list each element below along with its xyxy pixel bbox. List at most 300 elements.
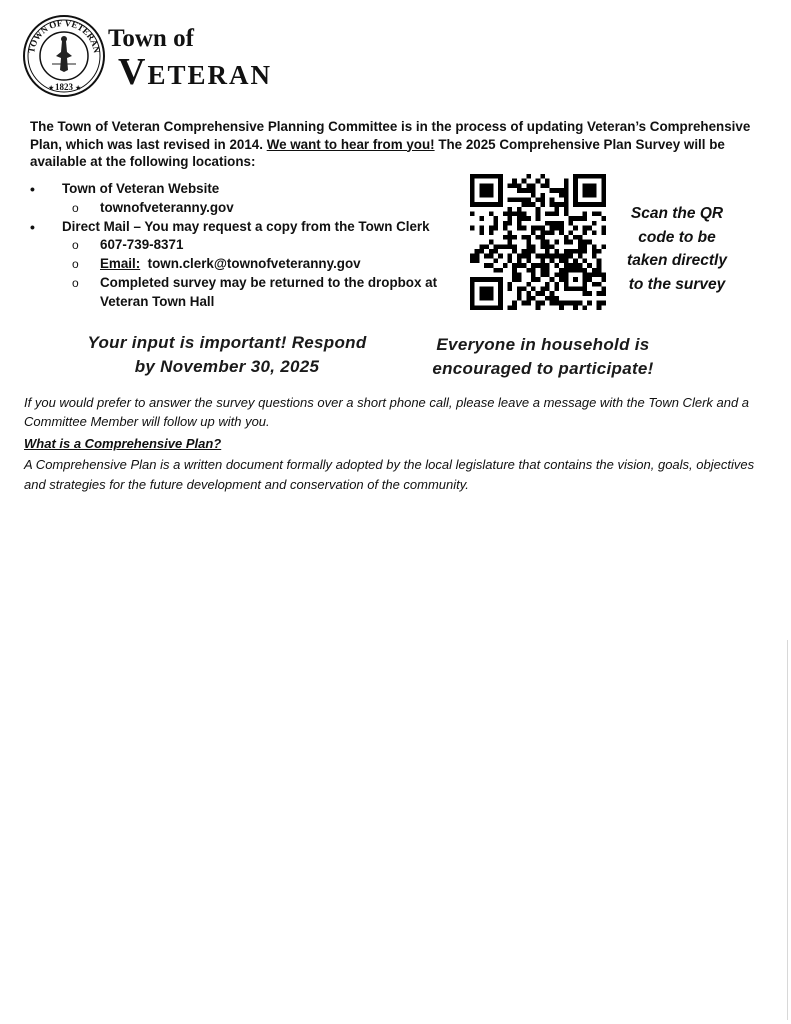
qr-module	[540, 226, 545, 231]
qr-module	[583, 202, 588, 207]
qr-module	[512, 277, 517, 282]
phone-call-note: If you would prefer to answer the survey questions over a short phone call, please leave a message with the Town Clerk and a Committee Member will follow up with you.	[24, 395, 750, 429]
qr-module	[479, 174, 484, 179]
qr-module	[479, 188, 484, 193]
qr-module	[489, 263, 494, 268]
qr-module	[573, 268, 578, 273]
qr-module	[531, 183, 536, 188]
qr-module	[550, 277, 555, 282]
qr-module	[489, 291, 494, 296]
qr-module	[479, 287, 484, 292]
qr-module	[592, 272, 597, 277]
qr-module	[470, 212, 475, 217]
qr-module	[479, 244, 484, 249]
qr-module	[489, 296, 494, 301]
qr-module	[512, 272, 517, 277]
qr-module	[568, 254, 573, 259]
qr-module	[512, 263, 517, 268]
qr-module	[564, 179, 569, 184]
qr-module	[526, 244, 531, 249]
qr-module	[522, 254, 527, 259]
qr-module	[526, 268, 531, 273]
qr-module	[601, 244, 606, 249]
qr-module	[522, 263, 527, 268]
qr-module	[526, 240, 531, 245]
qr-module	[531, 188, 536, 193]
qr-module	[587, 188, 592, 193]
qr-module	[583, 226, 588, 231]
qr-module	[554, 301, 559, 306]
qr-module	[583, 291, 588, 296]
qr-module	[489, 183, 494, 188]
qr-module	[554, 221, 559, 226]
qr-module	[540, 272, 545, 277]
qr-module	[568, 216, 573, 221]
qr-module	[592, 212, 597, 217]
qr-module	[587, 301, 592, 306]
qr-module	[493, 226, 498, 231]
qr-module	[498, 179, 503, 184]
qr-module	[522, 235, 527, 240]
qr-module	[583, 258, 588, 263]
qr-module	[517, 291, 522, 296]
qr-module	[559, 230, 564, 235]
qr-module	[484, 287, 489, 292]
qr-module	[564, 197, 569, 202]
qr-module	[583, 216, 588, 221]
qr-module	[592, 202, 597, 207]
qr-module	[545, 268, 550, 273]
qr-module	[526, 291, 531, 296]
qr-module	[540, 235, 545, 240]
qr-module	[573, 305, 578, 310]
qr-module	[559, 272, 564, 277]
qr-module	[489, 254, 494, 259]
sub-item-phone: o 607-739-8371	[72, 237, 184, 253]
qr-module	[545, 244, 550, 249]
qr-module	[568, 263, 573, 268]
qr-module	[550, 226, 555, 231]
qr-module	[583, 193, 588, 198]
qr-module	[568, 287, 573, 292]
qr-module	[564, 268, 569, 273]
qr-module	[587, 277, 592, 282]
qr-module	[536, 254, 541, 259]
qr-module	[536, 235, 541, 240]
qr-module	[597, 258, 602, 263]
qr-module	[522, 202, 527, 207]
qr-module	[578, 254, 583, 259]
qr-module	[470, 282, 475, 287]
qr-module	[601, 272, 606, 277]
qr-module	[484, 263, 489, 268]
qr-module	[583, 287, 588, 292]
qr-module	[484, 296, 489, 301]
qr-module	[489, 305, 494, 310]
qr-module	[526, 174, 531, 179]
qr-module	[554, 263, 559, 268]
respond-deadline-callout: Your input is important! Respond by November 30, 2025	[87, 333, 367, 376]
qr-module	[498, 282, 503, 287]
qr-module	[550, 212, 555, 217]
qr-module	[470, 277, 475, 282]
qr-module	[489, 212, 494, 217]
qr-module	[489, 193, 494, 198]
qr-module	[536, 291, 541, 296]
qr-module	[531, 272, 536, 277]
qr-module	[493, 268, 498, 273]
qr-module	[508, 235, 513, 240]
qr-module	[568, 230, 573, 235]
qr-module	[545, 263, 550, 268]
qr-module	[592, 282, 597, 287]
qr-module	[583, 268, 588, 273]
list-item-website: • Town of Veteran Website	[30, 181, 220, 197]
qr-module	[568, 249, 573, 254]
qr-module	[536, 277, 541, 282]
qr-module	[526, 258, 531, 263]
qr-module	[592, 230, 597, 235]
qr-module	[578, 287, 583, 292]
qr-module	[597, 291, 602, 296]
qr-module	[578, 249, 583, 254]
qr-module	[573, 258, 578, 263]
qr-module	[508, 305, 513, 310]
qr-module	[531, 263, 536, 268]
qr-module	[493, 174, 498, 179]
qr-module	[564, 202, 569, 207]
survey-qr-code[interactable]	[470, 174, 606, 310]
qr-module	[470, 296, 475, 301]
qr-module	[493, 277, 498, 282]
qr-module	[550, 301, 555, 306]
qr-module	[583, 244, 588, 249]
qr-module	[489, 174, 494, 179]
qr-module	[601, 230, 606, 235]
qr-module	[489, 277, 494, 282]
qr-module	[470, 193, 475, 198]
qr-module	[470, 226, 475, 231]
qr-module	[498, 197, 503, 202]
qr-module	[578, 235, 583, 240]
qr-module	[489, 287, 494, 292]
qr-module	[573, 188, 578, 193]
qr-module	[545, 221, 550, 226]
qr-module	[554, 212, 559, 217]
qr-module	[564, 287, 569, 292]
qr-module	[601, 174, 606, 179]
qr-module	[489, 202, 494, 207]
qr-module	[597, 272, 602, 277]
qr-module	[512, 305, 517, 310]
qr-module	[470, 291, 475, 296]
qr-module	[493, 305, 498, 310]
qr-module	[489, 230, 494, 235]
qr-module	[550, 221, 555, 226]
qr-module	[559, 301, 564, 306]
qr-module	[531, 249, 536, 254]
qr-module	[536, 226, 541, 231]
qr-module	[508, 212, 513, 217]
qr-module	[536, 305, 541, 310]
qr-module	[573, 193, 578, 198]
qr-module	[592, 244, 597, 249]
qr-module	[479, 202, 484, 207]
qr-module	[564, 272, 569, 277]
qr-module	[484, 183, 489, 188]
qr-module	[479, 230, 484, 235]
qr-module	[550, 197, 555, 202]
qr-module	[531, 193, 536, 198]
qr-module	[526, 282, 531, 287]
qr-module	[540, 193, 545, 198]
qr-module	[601, 216, 606, 221]
hear-from-you: We want to hear from you!	[266, 136, 435, 152]
qr-module	[568, 301, 573, 306]
qr-module	[503, 263, 508, 268]
qr-module	[512, 301, 517, 306]
qr-module	[531, 226, 536, 231]
qr-module	[550, 254, 555, 259]
comprehensive-plan-heading: What is a Comprehensive Plan?	[24, 436, 222, 451]
comprehensive-plan-definition: A Comprehensive Plan is a written document formally adopted by the local legislature that contains the vision, goals, objectives and strategies for the future development and conservation of the community.	[24, 457, 755, 492]
qr-module	[583, 249, 588, 254]
qr-module	[545, 287, 550, 292]
qr-module	[498, 301, 503, 306]
qr-module	[554, 254, 559, 259]
qr-module	[479, 277, 484, 282]
qr-module	[592, 249, 597, 254]
qr-module	[508, 258, 513, 263]
qr-module	[601, 188, 606, 193]
qr-module	[550, 230, 555, 235]
qr-module	[508, 183, 513, 188]
qr-module	[601, 291, 606, 296]
town-name-rest: ETERAN	[147, 60, 272, 90]
qr-module	[470, 287, 475, 292]
qr-module	[522, 216, 527, 221]
qr-module	[601, 179, 606, 184]
sub-item-website-url[interactable]: o townofveteranny.gov	[72, 199, 234, 215]
qr-module	[583, 282, 588, 287]
qr-module	[526, 301, 531, 306]
qr-module	[573, 216, 578, 221]
qr-module	[540, 291, 545, 296]
qr-module	[531, 202, 536, 207]
qr-module	[578, 240, 583, 245]
survey-locations-list	[30, 180, 460, 312]
qr-module	[583, 240, 588, 245]
qr-module	[545, 282, 550, 287]
qr-module	[583, 277, 588, 282]
qr-module	[536, 216, 541, 221]
qr-module	[573, 235, 578, 240]
qr-module	[512, 249, 517, 254]
qr-module	[540, 263, 545, 268]
qr-module	[540, 287, 545, 292]
qr-module	[568, 240, 573, 245]
qr-module	[573, 179, 578, 184]
qr-module	[540, 202, 545, 207]
qr-module	[493, 202, 498, 207]
qr-module	[522, 188, 527, 193]
qr-module	[573, 183, 578, 188]
clerk-email-link[interactable]: town.clerk@townofveteranny.gov	[147, 256, 361, 272]
qr-module	[517, 287, 522, 292]
qr-module	[517, 258, 522, 263]
town-name-initial: V	[118, 51, 148, 93]
qr-module	[559, 258, 564, 263]
qr-module	[597, 202, 602, 207]
qr-module	[484, 305, 489, 310]
qr-module	[475, 249, 480, 254]
qr-module	[484, 193, 489, 198]
qr-module	[498, 291, 503, 296]
qr-module	[475, 305, 480, 310]
qr-module	[493, 221, 498, 226]
sub-item-email[interactable]: o Email: town.clerk@townofveteranny.gov	[72, 256, 361, 272]
qr-module	[526, 235, 531, 240]
qr-module	[517, 197, 522, 202]
qr-module	[583, 188, 588, 193]
qr-module	[498, 277, 503, 282]
qr-module	[573, 249, 578, 254]
town-of-label: Town of	[108, 25, 194, 52]
qr-module	[470, 183, 475, 188]
qr-module	[578, 263, 583, 268]
qr-module	[503, 226, 508, 231]
qr-module	[540, 230, 545, 235]
qr-module	[554, 282, 559, 287]
qr-module	[517, 212, 522, 217]
qr-module	[597, 263, 602, 268]
qr-module	[564, 188, 569, 193]
qr-module	[484, 277, 489, 282]
qr-module	[508, 197, 513, 202]
svg-text:★: ★	[48, 85, 55, 92]
qr-module	[578, 301, 583, 306]
qr-module	[592, 221, 597, 226]
qr-module	[587, 183, 592, 188]
qr-module	[470, 188, 475, 193]
qr-module	[498, 174, 503, 179]
qr-module	[540, 258, 545, 263]
qr-module	[536, 197, 541, 202]
qr-module	[597, 249, 602, 254]
qr-module	[554, 207, 559, 212]
qr-module	[559, 226, 564, 231]
qr-module	[531, 230, 536, 235]
qr-module	[498, 202, 503, 207]
qr-module	[508, 287, 513, 292]
qr-module	[493, 216, 498, 221]
qr-module	[564, 301, 569, 306]
qr-module	[554, 226, 559, 231]
qr-module	[592, 268, 597, 273]
qr-module	[564, 193, 569, 198]
qr-module	[536, 179, 541, 184]
qr-module	[564, 263, 569, 268]
qr-module	[522, 301, 527, 306]
qr-module	[597, 268, 602, 273]
qr-module	[517, 183, 522, 188]
qr-module	[573, 287, 578, 292]
qr-module	[592, 193, 597, 198]
qr-module	[470, 197, 475, 202]
qr-module	[517, 272, 522, 277]
qr-module	[587, 193, 592, 198]
qr-module	[484, 188, 489, 193]
qr-module	[484, 254, 489, 259]
qr-module	[522, 226, 527, 231]
qr-module	[498, 193, 503, 198]
qr-module	[470, 179, 475, 184]
sub-item-dropbox: o Completed survey may be returned to the dropbox at Veteran Town Hall	[72, 274, 438, 309]
qr-module	[526, 249, 531, 254]
qr-module	[583, 212, 588, 217]
qr-module	[564, 240, 569, 245]
qr-module	[489, 249, 494, 254]
qr-module	[587, 240, 592, 245]
qr-module	[526, 254, 531, 259]
qr-module	[540, 244, 545, 249]
qr-module	[587, 291, 592, 296]
qr-module	[545, 249, 550, 254]
qr-module	[545, 296, 550, 301]
qr-module	[540, 197, 545, 202]
qr-module	[554, 296, 559, 301]
qr-module	[564, 258, 569, 263]
qr-module	[503, 235, 508, 240]
qr-module	[592, 183, 597, 188]
qr-module	[493, 249, 498, 254]
qr-module	[479, 296, 484, 301]
seal-text: TOWN OF VETERAN	[26, 17, 102, 54]
qr-module	[583, 174, 588, 179]
qr-module	[564, 212, 569, 217]
qr-module	[470, 305, 475, 310]
qr-module	[526, 197, 531, 202]
qr-module	[479, 183, 484, 188]
qr-module	[526, 183, 531, 188]
qr-module	[550, 244, 555, 249]
qr-module	[508, 254, 513, 259]
qr-module	[568, 221, 573, 226]
qr-module	[508, 244, 513, 249]
qr-module	[503, 244, 508, 249]
qr-module	[475, 202, 480, 207]
qr-module	[550, 296, 555, 301]
qr-module	[503, 212, 508, 217]
qr-module	[526, 216, 531, 221]
qr-module	[583, 272, 588, 277]
qr-module	[508, 240, 513, 245]
email-label: Email:	[100, 256, 141, 272]
qr-module	[592, 254, 597, 259]
website-link[interactable]: townofveteranny.gov	[100, 199, 234, 215]
qr-module	[601, 277, 606, 282]
qr-module	[479, 305, 484, 310]
qr-module	[536, 263, 541, 268]
qr-module	[536, 301, 541, 306]
qr-module	[559, 193, 564, 198]
qr-module	[573, 174, 578, 179]
qr-module	[522, 249, 527, 254]
qr-module	[512, 244, 517, 249]
qr-module	[601, 183, 606, 188]
qr-module	[475, 254, 480, 259]
qr-module	[573, 202, 578, 207]
